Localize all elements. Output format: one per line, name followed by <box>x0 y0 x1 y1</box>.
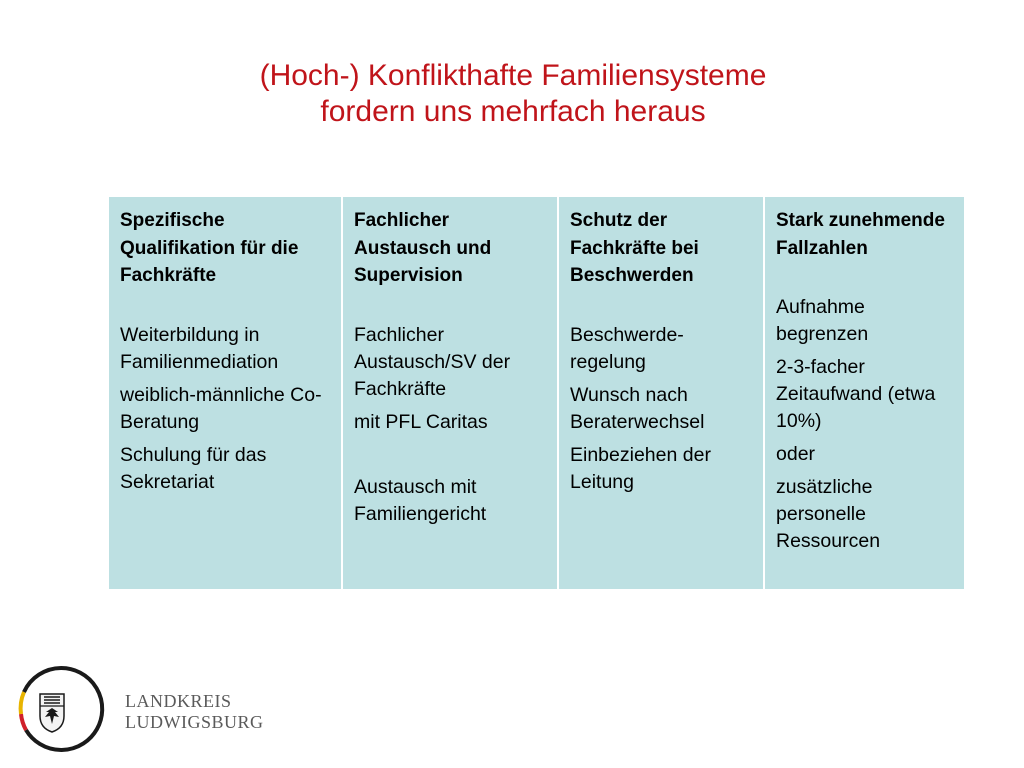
column-item: 2-3-facher Zeitaufwand (etwa 10%) <box>776 356 936 432</box>
landkreis-logo-icon <box>16 664 106 754</box>
column-heading: Fachlicher Austausch und Supervision <box>354 210 492 286</box>
logo-line-2: LUDWIGSBURG <box>125 712 264 732</box>
column-qualifikation <box>109 197 341 589</box>
column-heading: Spezifische Qualifikation für die Fachkräfte <box>120 210 299 286</box>
column-item: oder <box>776 443 816 465</box>
column-heading: Schutz der Fachkräfte bei Beschwerden <box>570 210 699 286</box>
logo-line-1: LANDKREIS <box>125 691 232 711</box>
title-line-1: (Hoch-) Konflikthafte Familiensysteme <box>259 59 767 92</box>
column-item: Weiterbildung in Familienmediation <box>120 323 279 373</box>
column-schutz <box>559 197 763 589</box>
slide-title <box>0 58 1024 130</box>
logo-wordmark <box>125 691 264 733</box>
column-austausch <box>343 197 557 589</box>
column-item: Wunsch nach Beraterwechsel <box>570 383 705 433</box>
content-table <box>109 197 964 589</box>
column-item: Austausch mit Familiengericht <box>354 475 487 525</box>
column-item: zusätzliche personelle Ressourcen <box>776 476 881 552</box>
column-item: mit PFL Caritas <box>354 410 488 433</box>
column-item: weiblich-männliche Co-Beratung <box>120 383 322 433</box>
title-line-2: fordern uns mehrfach heraus <box>320 95 706 128</box>
column-heading: Stark zunehmende Fallzahlen <box>776 210 945 259</box>
column-item: Beschwerde-regelung <box>570 323 684 373</box>
column-item: Aufnahme begrenzen <box>776 296 869 345</box>
column-item: Schulung für das Sekretariat <box>120 443 267 493</box>
column-item: Fachlicher Austausch/SV der Fachkräfte <box>354 323 511 400</box>
column-fallzahlen <box>765 197 964 589</box>
column-item: Einbeziehen der Leitung <box>570 443 711 493</box>
